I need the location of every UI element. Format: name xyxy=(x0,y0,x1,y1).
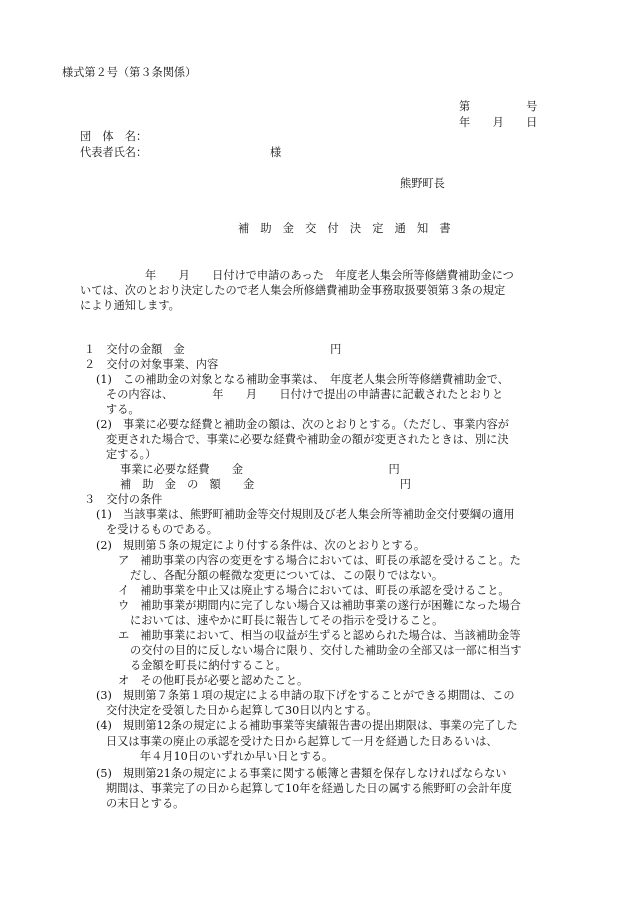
item-3-3-line-1: (3) 規則第７条第１項の規定による申請の取下げをすることができる期間は、この xyxy=(96,689,515,702)
item-3-1-line-1: (1) 当該事業は、熊野町補助金等交付規則及び老人集会所等補助金交付要綱の適用 xyxy=(96,508,515,521)
cond-e: オ その他町長が必要と認めたこと。 xyxy=(118,674,309,687)
item-3-5-line-2: 期間は、事業完了の日から起算して10年を経過した日の属する熊野町の会計年度 xyxy=(106,782,512,795)
date-line: 年 月 日 xyxy=(459,116,538,129)
item-2-2-line-2: 変更された場合で、事業に必要な経費や補助金の額が変更されたときは、別に決 xyxy=(106,433,509,446)
document-title: 補 助 金 交 付 決 定 通 知 書 xyxy=(238,222,451,235)
cond-a-line-1: ア 補助事業の内容の変更をする場合においては、町長の承認を受けること。た xyxy=(118,554,521,567)
cond-d-line-3: る金額を町長に納付すること。 xyxy=(130,659,287,672)
sender: 熊野町長 xyxy=(400,177,445,190)
subsidy-row: 補 助 金 の 額 金 円 xyxy=(120,478,411,491)
item-3-4-line-2: 日又は事業の廃止の承認を受けた日から起算して一月を経過した日あるいは、 xyxy=(106,735,498,748)
item-2-1-line-1: (1) この補助金の対象となる補助金事業は、 年度老人集会所等修繕費補助金で、 xyxy=(96,373,509,386)
cond-b: イ 補助事業を中止又は廃止する場合においては、町長の承認を受けること。 xyxy=(118,584,510,597)
item-3-5-line-1: (5) 規則第21条の規定による事業に関する帳簿と書類を保存しなければならない xyxy=(96,767,507,780)
item-3-1-line-2: を受けるものである。 xyxy=(106,523,218,536)
intro-line-2: いては、次のとおり決定したので老人集会所修繕費補助金事務取扱要領第３条の規定 xyxy=(80,284,506,297)
item-2-1-line-3: する。 xyxy=(106,403,140,416)
item-1-amount: １ 交付の金額 金 円 xyxy=(84,343,342,356)
item-2-heading: ２ 交付の対象事業、内容 xyxy=(84,358,219,371)
item-3-4-line-3: 年４月10日のいずれか早い日とする。 xyxy=(140,750,334,763)
item-3-5-line-3: の末日とする。 xyxy=(106,797,185,810)
cond-c-line-1: ウ 補助事業が期間内に完了しない場合又は補助事業の遂行が困難になった場合 xyxy=(118,599,521,612)
item-3-heading: ３ 交付の条件 xyxy=(84,493,163,506)
honorific: 様 xyxy=(270,146,282,159)
cond-d-line-1: エ 補助事業において、相当の収益が生ずると認められた場合は、当該補助金等 xyxy=(118,629,521,642)
cost-row: 事業に必要な経費 金 円 xyxy=(120,463,400,476)
cond-a-line-2: だし、各配分額の軽微な変更については、この限りではない。 xyxy=(130,569,444,582)
org-name-label: 団 体 名： xyxy=(80,130,148,143)
item-3-2: (2) 規則第５条の規定により付する条件は、次のとおりとする。 xyxy=(96,539,426,552)
item-3-4-line-1: (4) 規則第12条の規定による補助事業等実績報告書の提出期限は、事業の完了した xyxy=(96,719,518,732)
cond-d-line-2: の交付の目的に反しない場合に限り、交付した補助金の全部又は一部に相当す xyxy=(130,644,522,657)
intro-line-3: により通知します。 xyxy=(80,299,180,312)
item-2-1-line-2: その内容は、 年 月 日付けで提出の申請書に記載されたとおりと xyxy=(106,388,504,401)
rep-name-label: 代表者氏名： xyxy=(80,146,148,159)
item-2-2-line-3: 定する。） xyxy=(106,448,157,461)
intro-line-1: 年 月 日付けで申請のあった 年度老人集会所等修繕費補助金につ xyxy=(145,269,514,282)
form-label: 様式第２号（第３条関係） xyxy=(62,66,197,79)
cond-c-line-2: においては、速やかに町長に報告してその指示を受けること。 xyxy=(130,614,444,627)
number-line: 第 号 xyxy=(459,100,538,113)
item-2-2-line-1: (2) 事業に必要な経費と補助金の額は、次のとおりとする。（ただし、事業内容が xyxy=(96,418,509,431)
item-3-3-line-2: 交付決定を受領した日から起算して30日以内とする。 xyxy=(106,704,378,717)
